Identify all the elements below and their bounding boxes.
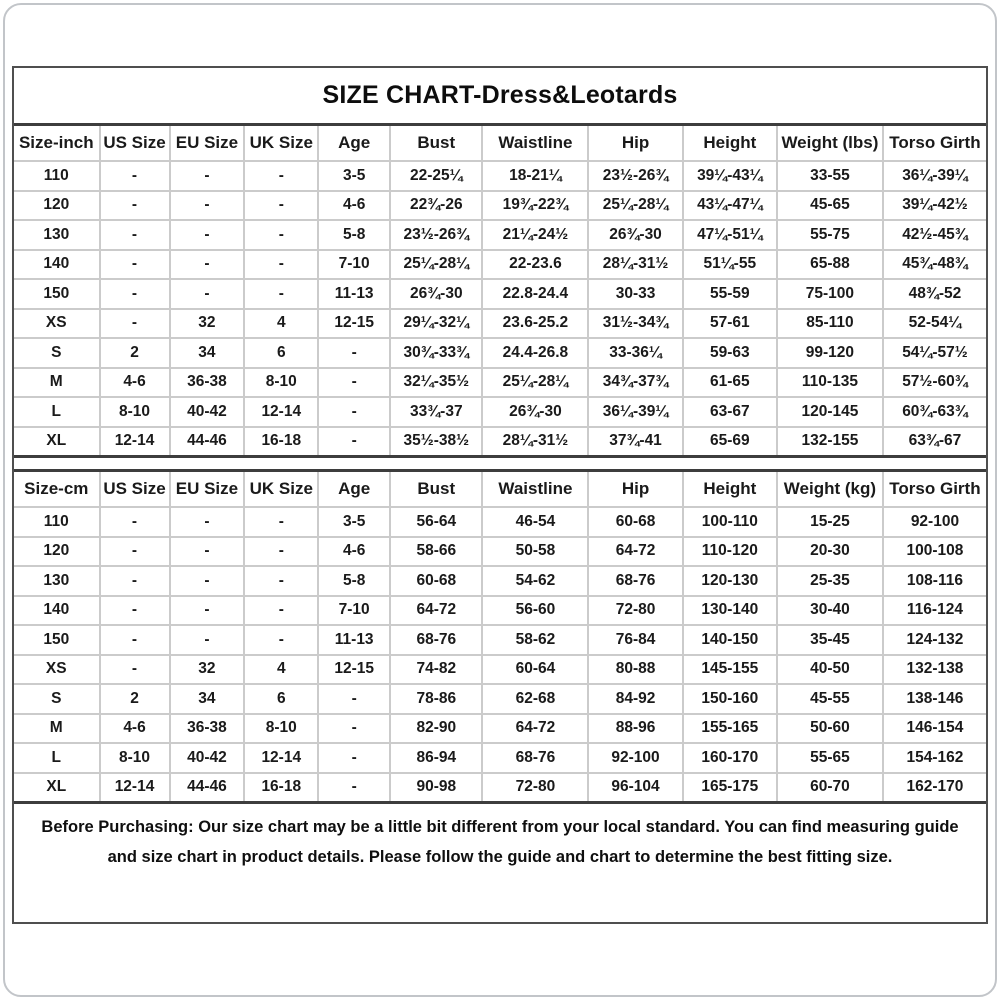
- column-header: US Size: [100, 125, 170, 162]
- row-size-label: 150: [14, 279, 100, 309]
- size-cell: 68-76: [390, 625, 482, 655]
- size-cell: 56-64: [390, 507, 482, 537]
- size-cell: 78-86: [390, 684, 482, 714]
- size-cell: 22¾-26: [390, 191, 482, 221]
- size-cell: 12-14: [100, 773, 170, 803]
- size-cell: 57½-60¾: [883, 368, 986, 398]
- row-size-label: XL: [14, 427, 100, 457]
- size-cell: -: [244, 279, 318, 309]
- column-header: Hip: [588, 471, 682, 508]
- size-cell: 64-72: [390, 596, 482, 626]
- size-cell: 29¼-32¼: [390, 309, 482, 339]
- column-header: Bust: [390, 471, 482, 508]
- size-cell: 52-54¼: [883, 309, 986, 339]
- size-cell: 23.6-25.2: [482, 309, 588, 339]
- size-cell: -: [170, 537, 245, 567]
- column-header: Height: [683, 125, 777, 162]
- size-cell: 60-70: [777, 773, 883, 803]
- size-cell: -: [170, 279, 245, 309]
- size-cell: 45-65: [777, 191, 883, 221]
- column-header: Weight (lbs): [777, 125, 883, 162]
- size-cell: 7-10: [318, 250, 390, 280]
- column-header: Bust: [390, 125, 482, 162]
- size-cell: -: [100, 537, 170, 567]
- size-cell: 25¼-28¼: [390, 250, 482, 280]
- table-row: [14, 161, 986, 191]
- size-cell: 40-42: [170, 397, 245, 427]
- size-cell: 62-68: [482, 684, 588, 714]
- row-size-label: S: [14, 684, 100, 714]
- size-cell: 132-138: [883, 655, 986, 685]
- table-row: [14, 250, 986, 280]
- size-cell: 92-100: [883, 507, 986, 537]
- size-cell: -: [100, 507, 170, 537]
- size-cell: 4: [244, 655, 318, 685]
- row-size-label: L: [14, 397, 100, 427]
- row-size-label: XS: [14, 655, 100, 685]
- size-cell: 120-145: [777, 397, 883, 427]
- size-cell: 16-18: [244, 773, 318, 803]
- size-cell: 92-100: [588, 743, 682, 773]
- size-cell: 55-65: [777, 743, 883, 773]
- table-row: [14, 427, 986, 457]
- size-cell: 61-65: [683, 368, 777, 398]
- size-cell: -: [100, 655, 170, 685]
- size-cell: 34¾-37¾: [588, 368, 682, 398]
- size-cell: 3-5: [318, 161, 390, 191]
- size-cell: 33-55: [777, 161, 883, 191]
- size-cell: 63¾-67: [883, 427, 986, 457]
- size-cell: 100-110: [683, 507, 777, 537]
- size-cell: 116-124: [883, 596, 986, 626]
- size-cell: 54-62: [482, 566, 588, 596]
- size-cell: 36-38: [170, 714, 245, 744]
- size-cell: -: [244, 220, 318, 250]
- size-cell: -: [170, 191, 245, 221]
- size-cell: 26¾-30: [482, 397, 588, 427]
- size-cell: 82-90: [390, 714, 482, 744]
- size-cell: -: [100, 566, 170, 596]
- size-cell: 146-154: [883, 714, 986, 744]
- column-header: Weight (kg): [777, 471, 883, 508]
- column-header: Torso Girth: [883, 471, 986, 508]
- size-cell: 72-80: [588, 596, 682, 626]
- column-header: Height: [683, 471, 777, 508]
- size-cell: 58-62: [482, 625, 588, 655]
- size-cell: 3-5: [318, 507, 390, 537]
- size-cell: 19¾-22¾: [482, 191, 588, 221]
- table-row: [14, 279, 986, 309]
- size-cell: 32: [170, 655, 245, 685]
- size-cell: 145-155: [683, 655, 777, 685]
- size-cell: -: [244, 161, 318, 191]
- size-cell: -: [100, 250, 170, 280]
- size-cell: -: [100, 279, 170, 309]
- header-row: [14, 125, 986, 162]
- size-cell: 6: [244, 684, 318, 714]
- size-cell: -: [170, 161, 245, 191]
- size-cell: -: [318, 368, 390, 398]
- size-cell: 37¾-41: [588, 427, 682, 457]
- size-cell: 22-23.6: [482, 250, 588, 280]
- size-cell: 150-160: [683, 684, 777, 714]
- size-table-cm: [14, 469, 986, 804]
- size-cell: 59-63: [683, 338, 777, 368]
- size-cell: 35½-38½: [390, 427, 482, 457]
- size-cell: 34: [170, 338, 245, 368]
- size-cell: 55-59: [683, 279, 777, 309]
- column-header: Waistline: [482, 125, 588, 162]
- size-cell: 124-132: [883, 625, 986, 655]
- size-cell: 50-58: [482, 537, 588, 567]
- row-size-label: 120: [14, 537, 100, 567]
- size-cell: 108-116: [883, 566, 986, 596]
- size-cell: 25¼-28¼: [588, 191, 682, 221]
- size-cell: 68-76: [588, 566, 682, 596]
- size-cell: 45-55: [777, 684, 883, 714]
- size-cell: 4-6: [100, 714, 170, 744]
- size-cell: 36-38: [170, 368, 245, 398]
- size-cell: 39¼-43¼: [683, 161, 777, 191]
- column-header: Size-inch: [14, 125, 100, 162]
- size-cell: 162-170: [883, 773, 986, 803]
- table-gap: [14, 458, 986, 469]
- size-cell: 21¼-24½: [482, 220, 588, 250]
- size-cell: 65-69: [683, 427, 777, 457]
- size-cell: 51¼-55: [683, 250, 777, 280]
- size-cell: 60¾-63¾: [883, 397, 986, 427]
- column-header: UK Size: [244, 471, 318, 508]
- size-cell: -: [318, 743, 390, 773]
- size-cell: -: [170, 625, 245, 655]
- size-cell: 155-165: [683, 714, 777, 744]
- size-cell: 25¼-28¼: [482, 368, 588, 398]
- size-cell: 160-170: [683, 743, 777, 773]
- size-cell: 36¼-39¼: [883, 161, 986, 191]
- size-cell: 74-82: [390, 655, 482, 685]
- column-header: Torso Girth: [883, 125, 986, 162]
- size-cell: 8-10: [244, 368, 318, 398]
- size-cell: 22.8-24.4: [482, 279, 588, 309]
- size-cell: 64-72: [588, 537, 682, 567]
- row-size-label: 150: [14, 625, 100, 655]
- size-cell: 84-92: [588, 684, 682, 714]
- size-cell: 68-76: [482, 743, 588, 773]
- size-cell: 47¼-51¼: [683, 220, 777, 250]
- size-cell: 7-10: [318, 596, 390, 626]
- size-cell: 30-33: [588, 279, 682, 309]
- size-cell: 132-155: [777, 427, 883, 457]
- size-cell: 45¾-48¾: [883, 250, 986, 280]
- column-header: EU Size: [170, 471, 245, 508]
- row-size-label: 110: [14, 161, 100, 191]
- size-cell: 46-54: [482, 507, 588, 537]
- size-cell: 8-10: [100, 743, 170, 773]
- size-cell: -: [100, 220, 170, 250]
- size-cell: 33¾-37: [390, 397, 482, 427]
- row-size-label: M: [14, 714, 100, 744]
- size-cell: 6: [244, 338, 318, 368]
- size-cell: 12-14: [244, 743, 318, 773]
- size-cell: -: [100, 309, 170, 339]
- size-cell: 57-61: [683, 309, 777, 339]
- row-size-label: L: [14, 743, 100, 773]
- column-header: Hip: [588, 125, 682, 162]
- size-cell: -: [244, 250, 318, 280]
- size-cell: 43¼-47¼: [683, 191, 777, 221]
- size-cell: 40-50: [777, 655, 883, 685]
- table-row: [14, 507, 986, 537]
- table-row: [14, 714, 986, 744]
- size-cell: 26¾-30: [390, 279, 482, 309]
- column-header: Age: [318, 125, 390, 162]
- size-cell: 4: [244, 309, 318, 339]
- size-cell: -: [318, 773, 390, 803]
- size-cell: 76-84: [588, 625, 682, 655]
- table-row: [14, 191, 986, 221]
- row-size-label: 130: [14, 566, 100, 596]
- size-cell: 138-146: [883, 684, 986, 714]
- size-cell: 11-13: [318, 279, 390, 309]
- size-cell: 25-35: [777, 566, 883, 596]
- size-cell: 2: [100, 684, 170, 714]
- size-cell: 154-162: [883, 743, 986, 773]
- size-cell: 110-135: [777, 368, 883, 398]
- size-cell: 140-150: [683, 625, 777, 655]
- size-cell: 12-15: [318, 309, 390, 339]
- table-row: [14, 220, 986, 250]
- size-cell: 2: [100, 338, 170, 368]
- size-cell: 28¼-31½: [588, 250, 682, 280]
- table-row: [14, 537, 986, 567]
- row-size-label: 130: [14, 220, 100, 250]
- size-cell: -: [318, 397, 390, 427]
- row-size-label: 140: [14, 250, 100, 280]
- size-cell: 15-25: [777, 507, 883, 537]
- size-cell: 23½-26¾: [390, 220, 482, 250]
- size-cell: 40-42: [170, 743, 245, 773]
- size-cell: 31½-34¾: [588, 309, 682, 339]
- row-size-label: 110: [14, 507, 100, 537]
- size-cell: -: [244, 596, 318, 626]
- row-size-label: XL: [14, 773, 100, 803]
- column-header: EU Size: [170, 125, 245, 162]
- column-header: Age: [318, 471, 390, 508]
- size-cell: 23½-26¾: [588, 161, 682, 191]
- size-cell: 63-67: [683, 397, 777, 427]
- size-cell: 60-68: [390, 566, 482, 596]
- size-cell: 64-72: [482, 714, 588, 744]
- size-cell: 88-96: [588, 714, 682, 744]
- column-header: US Size: [100, 471, 170, 508]
- size-cell: 85-110: [777, 309, 883, 339]
- table-row: [14, 309, 986, 339]
- size-cell: 33-36¼: [588, 338, 682, 368]
- size-cell: 16-18: [244, 427, 318, 457]
- purchase-note: Before Purchasing: Our size chart may be a little bit different from your local standard. You can find measuring guide and size chart in product details. Please follow the guide and chart to determine the best fitting size.: [41, 818, 959, 866]
- table-row: [14, 596, 986, 626]
- column-header: Waistline: [482, 471, 588, 508]
- size-cell: 4-6: [318, 191, 390, 221]
- size-cell: 60-68: [588, 507, 682, 537]
- size-cell: 5-8: [318, 220, 390, 250]
- size-cell: -: [170, 220, 245, 250]
- size-cell: 80-88: [588, 655, 682, 685]
- size-cell: 22-25¼: [390, 161, 482, 191]
- size-cell: -: [318, 427, 390, 457]
- size-cell: 28¼-31½: [482, 427, 588, 457]
- size-cell: 54¼-57½: [883, 338, 986, 368]
- table-row: [14, 743, 986, 773]
- size-cell: 36¼-39¼: [588, 397, 682, 427]
- size-cell: -: [244, 566, 318, 596]
- size-cell: -: [100, 161, 170, 191]
- size-cell: -: [100, 596, 170, 626]
- size-cell: 8-10: [244, 714, 318, 744]
- size-cell: 90-98: [390, 773, 482, 803]
- size-cell: 4-6: [318, 537, 390, 567]
- size-cell: 50-60: [777, 714, 883, 744]
- size-cell: 34: [170, 684, 245, 714]
- size-cell: 75-100: [777, 279, 883, 309]
- row-size-label: XS: [14, 309, 100, 339]
- table-row: [14, 566, 986, 596]
- table-row: [14, 773, 986, 803]
- size-cell: 130-140: [683, 596, 777, 626]
- size-cell: 165-175: [683, 773, 777, 803]
- size-cell: 18-21¼: [482, 161, 588, 191]
- size-cell: 44-46: [170, 427, 245, 457]
- size-cell: -: [244, 537, 318, 567]
- table-row: [14, 368, 986, 398]
- size-cell: 56-60: [482, 596, 588, 626]
- size-cell: 35-45: [777, 625, 883, 655]
- size-cell: 55-75: [777, 220, 883, 250]
- size-cell: 39¼-42½: [883, 191, 986, 221]
- column-header: Size-cm: [14, 471, 100, 508]
- size-cell: 120-130: [683, 566, 777, 596]
- table-row: [14, 625, 986, 655]
- size-cell: 30¾-33¾: [390, 338, 482, 368]
- size-cell: 8-10: [100, 397, 170, 427]
- size-cell: 24.4-26.8: [482, 338, 588, 368]
- size-cell: -: [244, 625, 318, 655]
- size-cell: 30-40: [777, 596, 883, 626]
- size-cell: 96-104: [588, 773, 682, 803]
- table-row: [14, 397, 986, 427]
- size-cell: -: [318, 714, 390, 744]
- chart-title: SIZE CHART-Dress&Leotards: [322, 81, 678, 109]
- size-cell: 32¼-35½: [390, 368, 482, 398]
- row-size-label: M: [14, 368, 100, 398]
- size-cell: -: [100, 191, 170, 221]
- size-cell: 5-8: [318, 566, 390, 596]
- size-cell: 86-94: [390, 743, 482, 773]
- size-cell: 20-30: [777, 537, 883, 567]
- column-header: UK Size: [244, 125, 318, 162]
- size-cell: -: [170, 566, 245, 596]
- size-cell: 65-88: [777, 250, 883, 280]
- table-row: [14, 684, 986, 714]
- size-cell: 11-13: [318, 625, 390, 655]
- size-cell: 12-14: [100, 427, 170, 457]
- size-cell: 12-14: [244, 397, 318, 427]
- size-cell: 72-80: [482, 773, 588, 803]
- size-cell: 44-46: [170, 773, 245, 803]
- size-cell: -: [170, 596, 245, 626]
- size-table-inch: [14, 123, 986, 458]
- size-cell: 48¾-52: [883, 279, 986, 309]
- table-row: [14, 655, 986, 685]
- size-cell: 26¾-30: [588, 220, 682, 250]
- size-cell: -: [170, 250, 245, 280]
- table-row: [14, 338, 986, 368]
- size-cell: -: [318, 338, 390, 368]
- size-cell: -: [318, 684, 390, 714]
- size-cell: 110-120: [683, 537, 777, 567]
- size-cell: 32: [170, 309, 245, 339]
- size-cell: 58-66: [390, 537, 482, 567]
- size-cell: -: [100, 625, 170, 655]
- row-size-label: 140: [14, 596, 100, 626]
- size-cell: 99-120: [777, 338, 883, 368]
- size-cell: 4-6: [100, 368, 170, 398]
- size-cell: -: [244, 507, 318, 537]
- row-size-label: S: [14, 338, 100, 368]
- size-cell: -: [244, 191, 318, 221]
- size-cell: 60-64: [482, 655, 588, 685]
- size-cell: 42½-45¾: [883, 220, 986, 250]
- size-chart-panel: [12, 66, 988, 924]
- size-cell: 100-108: [883, 537, 986, 567]
- header-row: [14, 471, 986, 508]
- size-cell: 12-15: [318, 655, 390, 685]
- row-size-label: 120: [14, 191, 100, 221]
- size-cell: -: [170, 507, 245, 537]
